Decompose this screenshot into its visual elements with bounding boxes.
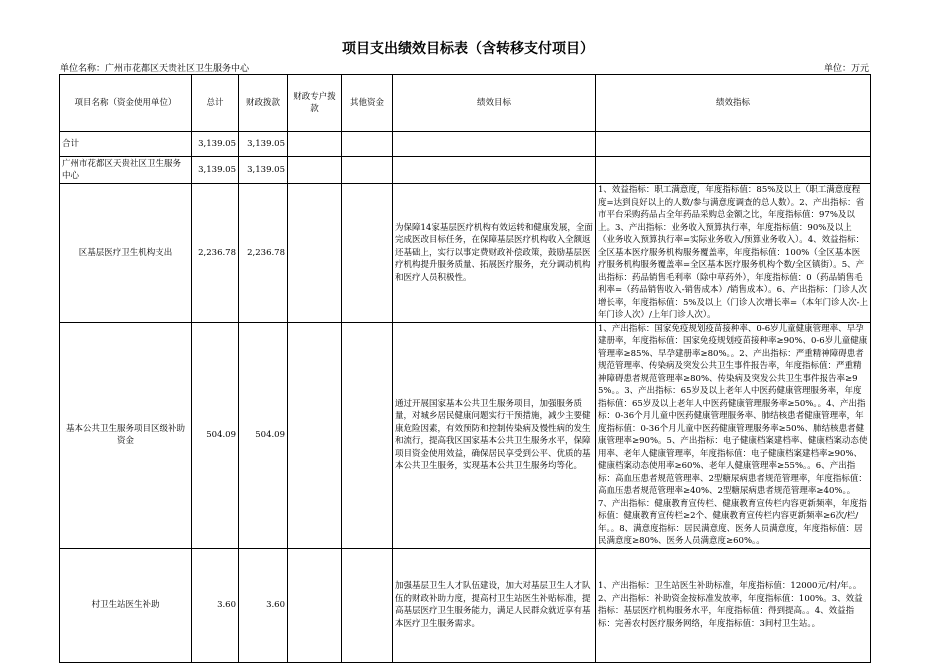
row-name: 村卫生站医生补助	[60, 548, 192, 662]
performance-table	[59, 74, 871, 663]
row-other	[342, 548, 393, 662]
row-indicator	[596, 157, 871, 184]
row-total: 3,139.05	[192, 157, 239, 184]
table-row	[60, 132, 871, 157]
row-goal: 为保障14家基层医疗机构有效运转和健康发展，全面完成医改目标任务，在保障基层医疗机构收入全额返还基础上，实行以事定费财政补偿政策，鼓励基层医疗机构提升服务质量、拓展医疗服务，充分调动机构和医疗人员积极性。	[393, 184, 596, 323]
row-name: 区基层医疗卫生机构支出	[60, 184, 192, 323]
page-title: 项目支出绩效目标表（含转移支付项目）	[342, 41, 594, 57]
row-other	[342, 132, 393, 157]
row-name: 广州市花都区天贵社区卫生服务中心	[60, 157, 192, 184]
row-goal: 通过开展国家基本公共卫生服务项目，加强服务质量，对城乡居民健康问题实行干预措施，减少主要健康危险因素，有效预防和控制传染病及慢性病的发生和流行，提高我区国家基本公共卫生服务水平，保障项目资金使用效益，确保居民享受到公平、优质的基本公共卫生服务，实现基本公共卫生服务均等化。	[393, 322, 596, 548]
row-total: 3,139.05	[192, 132, 239, 157]
row-special	[288, 322, 342, 548]
table-row	[60, 548, 871, 662]
row-special	[288, 548, 342, 662]
row-special	[288, 132, 342, 157]
row-name: 合计	[60, 132, 192, 157]
table-row	[60, 184, 871, 323]
header-fiscal: 财政拨款	[239, 75, 288, 132]
row-special	[288, 184, 342, 323]
header-row	[60, 75, 871, 132]
row-fiscal: 3,139.05	[239, 157, 288, 184]
header-other: 其他资金	[342, 75, 393, 132]
header-total: 总计	[192, 75, 239, 132]
row-other	[342, 157, 393, 184]
row-indicator: 1、产出指标：卫生站医生补助标准，年度指标值：12000元/村/年。。2、产出指标：补助资金按标准发放率，年度指标值：100%。3、效益指标：基层医疗机构服务水平，年度指标值：得到提高。。4、效益指标：完善农村医疗服务网络，年度指标值：3间村卫生站。。	[596, 548, 871, 662]
row-total: 504.09	[192, 322, 239, 548]
row-other	[342, 184, 393, 323]
table-row	[60, 157, 871, 184]
unit-name: 单位名称：广州市花都区天贵社区卫生服务中心	[60, 64, 250, 74]
header-special: 财政专户拨款	[288, 75, 342, 132]
table-row	[60, 322, 871, 548]
header-goal: 绩效目标	[393, 75, 596, 132]
row-fiscal: 3.60	[239, 548, 288, 662]
row-special	[288, 157, 342, 184]
header-project-name: 项目名称（资金使用单位）	[60, 75, 192, 132]
row-indicator: 1、效益指标：职工满意度，年度指标值：85%及以上（职工满意度程度=达到良好以上的人数/参与满意度调查的总人数）。2、产出指标：省市平台采购药品占全年药品采购总金额之比，年度指标值：97%及以上。3、产出指标：业务收入预算执行率，年度指标值：90%及以上（业务收入预算执行率=实际业务收入/预算业务收入）。4、效益指标：全区基本医疗服务机构服务覆盖率，年度指标值：100%（全区基本医疗服务机构服务覆盖率=全区基本医疗服务机构个数/全区镇街）。5、产出指标：药品销售毛利率（除中草药外），年度指标值：0（药品销售毛利率=（药品销售收入-销售成本）/销售成本）。6、产出指标：门诊人次增长率，年度指标值：5%及以上（门诊人次增长率=（本年门诊人次-上年门诊人次）/上年门诊人次）。	[596, 184, 871, 323]
row-fiscal: 504.09	[239, 322, 288, 548]
row-total: 2,236.78	[192, 184, 239, 323]
row-indicator	[596, 132, 871, 157]
row-goal	[393, 157, 596, 184]
row-goal: 加强基层卫生人才队伍建设，加大对基层卫生人才队伍的财政补助力度，提高村卫生站医生补贴标准，提高基层医疗卫生服务能力，满足人民群众就近享有基本医疗卫生服务需求。	[393, 548, 596, 662]
row-fiscal: 3,139.05	[239, 132, 288, 157]
row-indicator: 1、产出指标：国家免疫规划疫苗接种率、0-6岁儿童健康管理率、早孕建册率，年度指标值：国家免疫规划疫苗接种率≥90%、0-6岁儿童健康管理率≥85%、早孕建册率≥80%。。2、产出指标：严重精神障碍患者规范管理率、传染病及突发公共卫生事件报告率，年度指标值：严重精神障碍患者规范管理率≥80%、传染病及突发公共卫生事件报告率≥95%。。3、产出指标：65岁及以上老年人中医药健康管理服务率，年度指标值：65岁及以上老年人中医药健康管理服务率≥50%。。4、产出指标：0-36个月儿童中医药健康管理服务率、肺结核患者健康管理率，年度指标值：0-36个月儿童中医药健康管理服务率≥50%、肺结核患者健康管理率≥90%。5、产出指标：电子健康档案建档率、健康档案动态使用率、老年人健康管理率，年度指标值：电子健康档案建档率≥90%、健康档案动态使用率≥60%、老年人健康管理率≥55%。。6、产出指标：高血压患者规范管理率、2型糖尿病患者规范管理率，年度指标值：高血压患者规范管理率≥40%、2型糖尿病患者规范管理率≥40%。。7、产出指标：健康教育宣传栏、健康教育宣传栏内容更新频率，年度指标值：健康教育宣传栏≥2个、健康教育宣传栏内容更新频率≥6次/栏/年。。8、满意度指标：居民满意度、医务人员满意度，年度指标值：居民满意度≥80%、医务人员满意度≥60%。。	[596, 322, 871, 548]
row-name: 基本公共卫生服务项目区级补助资金	[60, 322, 192, 548]
header-indicator: 绩效指标	[596, 75, 871, 132]
row-goal	[393, 132, 596, 157]
row-total: 3.60	[192, 548, 239, 662]
money-unit: 单位：万元	[823, 64, 869, 74]
row-fiscal: 2,236.78	[239, 184, 288, 323]
row-other	[342, 322, 393, 548]
